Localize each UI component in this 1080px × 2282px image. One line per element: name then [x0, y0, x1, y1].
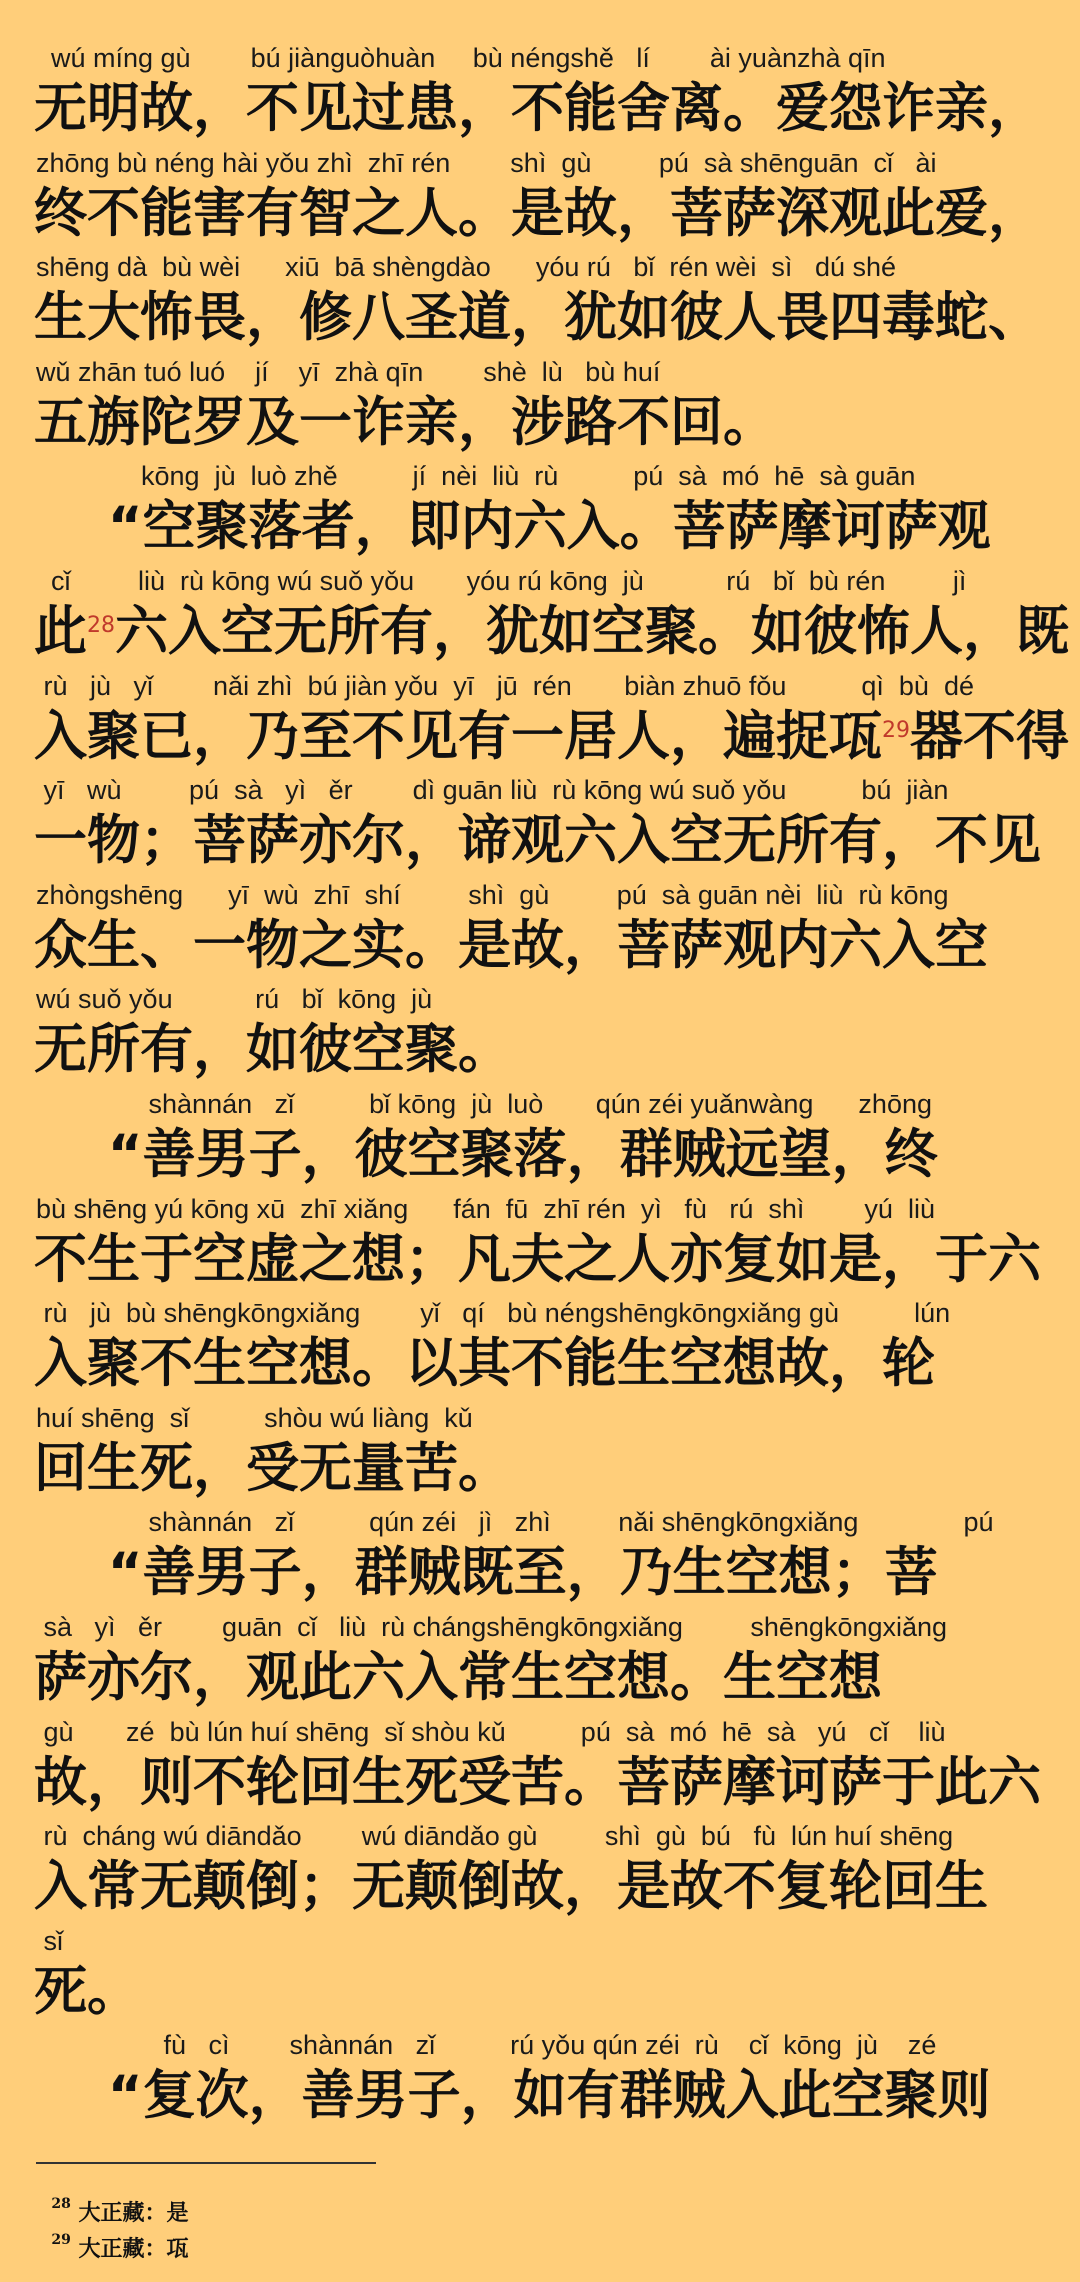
chinese-text-line: “空聚落者，即内六入。菩萨摩诃萨观 — [34, 496, 991, 557]
footnote-text: 大正藏：瓨 — [78, 2236, 189, 2262]
pinyin-line: rù jù bù shēngkōngxiǎng yǐ qí bù néngshēngkōngxiǎng gù lún — [36, 1298, 951, 1328]
chinese-text-line: 萨亦尔，观此六入常生空想。生空想 — [34, 1647, 882, 1708]
chinese-text-line: “复次，善男子，如有群贼入此空聚则 — [34, 2065, 991, 2126]
pinyin-line: fù cì shànnán zǐ rú yǒu qún zéi rù cǐ kōng jù zé — [36, 2030, 937, 2060]
footnote-marker[interactable]: 28 — [87, 613, 115, 638]
chinese-text-line: “善男子，群贼既至，乃生空想；菩 — [34, 1542, 938, 1603]
pinyin-line: shànnán zǐ bǐ kōng jù luò qún zéi yuǎnwàng zhōng — [36, 1089, 932, 1119]
footnote-29 — [36, 2206, 189, 2263]
chinese-text-line: 入聚不生空想。以其不能生空想故，轮 — [34, 1333, 935, 1394]
pinyin-line: bù shēng yú kōng xū zhī xiǎng fán fū zhī rén yì fù rú shì yú liù — [36, 1194, 935, 1224]
pinyin-line: zhōng bù néng hài yǒu zhì zhī rén shì gù pú sà shēnguān cǐ ài — [36, 148, 937, 178]
pinyin-line: sǐ — [36, 1926, 63, 1956]
footnote-number: 29 — [51, 2231, 71, 2248]
chinese-text-line: 终不能害有智之人。是故，菩萨深观此爱， — [34, 183, 1041, 244]
pinyin-line: gù zé bù lún huí shēng sǐ shòu kǔ pú sà mó hē sà yú cǐ liù — [36, 1717, 946, 1747]
chinese-text-line: 死。 — [34, 1961, 140, 2022]
pinyin-line: shànnán zǐ qún zéi jì zhì nǎi shēngkōngxiǎng pú — [36, 1507, 994, 1537]
pinyin-line: wú míng gù bú jiànguòhuàn bù néngshě lí ài yuànzhà qīn — [36, 43, 886, 73]
chinese-text-line: 不生于空虚之想；凡夫之人亦复如是，于六 — [34, 1229, 1041, 1290]
footnote-marker[interactable]: 29 — [882, 718, 910, 743]
pinyin-line: wǔ zhān tuó luó jí yī zhà qīn shè lù bù huí — [36, 357, 661, 387]
chinese-text-line: 入常无颠倒；无颠倒故，是故不复轮回生 — [34, 1856, 988, 1917]
pinyin-line: wú suǒ yǒu rú bǐ kōng jù — [36, 984, 433, 1014]
footnote-divider — [36, 2162, 376, 2164]
chinese-text-line: 生大怖畏，修八圣道，犹如彼人畏四毒蛇、 — [34, 287, 1041, 348]
chinese-text-line: 一物；菩萨亦尔，谛观六入空无所有，不见 — [34, 810, 1041, 871]
chinese-text-line: 无明故，不见过患，不能舍离。爱怨诈亲， — [34, 78, 1041, 139]
pinyin-line: zhòngshēng yī wù zhī shí shì gù pú sà guān nèi liù rù kōng — [36, 880, 949, 910]
footnote-number: 28 — [51, 2195, 71, 2212]
chinese-text-line: 此$^{28}$六入空无所有，犹如空聚。如彼怖人，既 — [34, 601, 1069, 662]
chinese-text-line: “善男子，彼空聚落，群贼远望，终 — [34, 1124, 938, 1185]
chinese-text-line: 无所有，如彼空聚。 — [34, 1019, 511, 1080]
pinyin-line: kōng jù luò zhě jí nèi liù rù pú sà mó hē sà guān — [36, 461, 916, 491]
pinyin-line: rù jù yǐ nǎi zhì bú jiàn yǒu yī jū rén biàn zhuō fǒu qì bù dé — [36, 671, 974, 701]
chinese-text-line: 回生死，受无量苦。 — [34, 1438, 511, 1499]
chinese-text-line: 五旃陀罗及一诈亲，涉路不回。 — [34, 392, 776, 453]
chinese-text-line: 入聚已，乃至不见有一居人，遍捉瓨$^{29}$器不得 — [34, 706, 1069, 767]
pinyin-line: sà yì ěr guān cǐ liù rù chángshēngkōngxiǎng shēngkōngxiǎng — [36, 1612, 948, 1642]
chinese-text-line: 故，则不轮回生死受苦。菩萨摩诃萨于此六 — [34, 1752, 1041, 1813]
pinyin-line: rù cháng wú diāndǎo wú diāndǎo gù shì gù bú fù lún huí shēng — [36, 1821, 954, 1851]
pinyin-line: huí shēng sǐ shòu wú liàng kǔ — [36, 1403, 473, 1433]
pinyin-line: yī wù pú sà yì ěr dì guān liù rù kōng wú suǒ yǒu bú jiàn — [36, 775, 949, 805]
footnote-text: 大正藏：是 — [78, 2200, 189, 2226]
pinyin-line: cǐ liù rù kōng wú suǒ yǒu yóu rú kōng jù rú bǐ bù rén jì — [36, 566, 967, 596]
chinese-text-line: 众生、一物之实。是故，菩萨观内六入空 — [34, 915, 988, 976]
pinyin-line: shēng dà bù wèi xiū bā shèngdào yóu rú bǐ rén wèi sì dú shé — [36, 252, 897, 282]
